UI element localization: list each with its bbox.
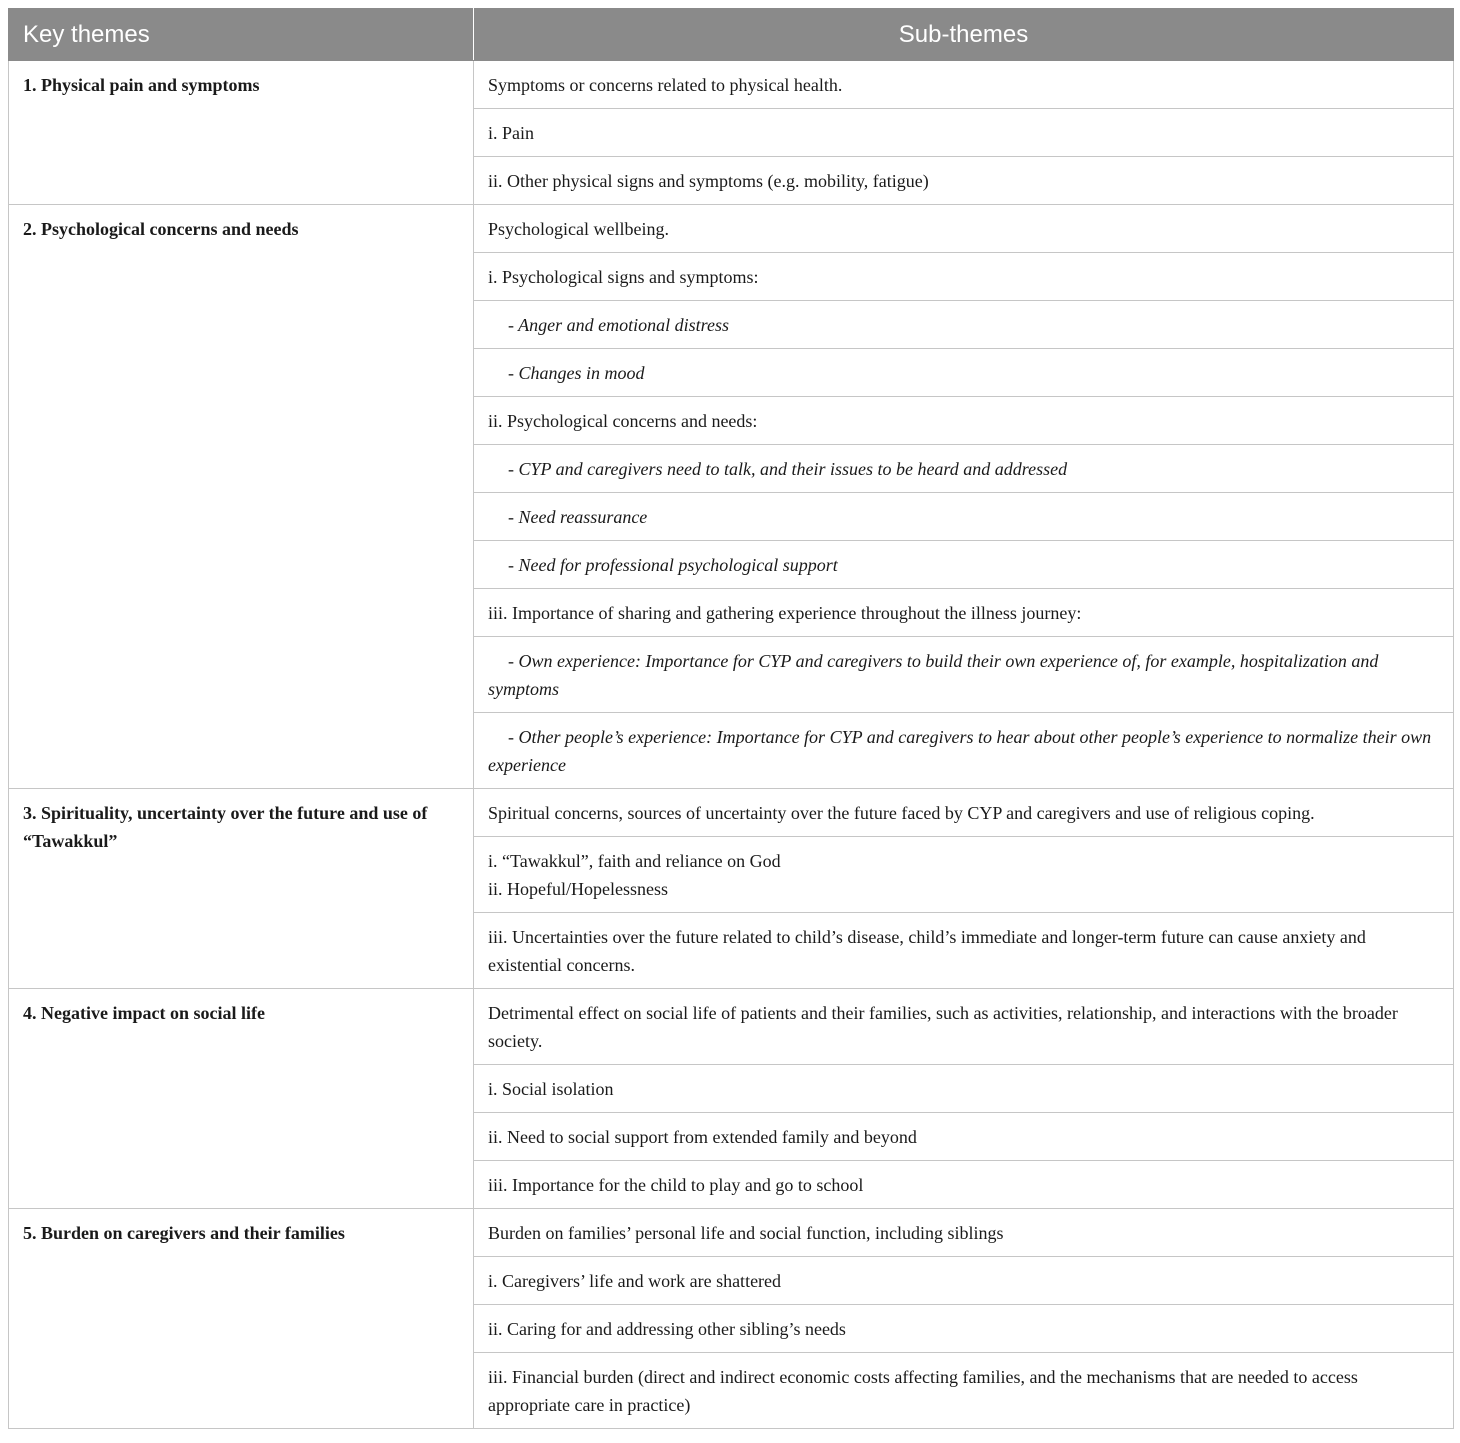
sub-theme: Psychological wellbeing. (474, 205, 1454, 253)
sub-theme: Symptoms or concerns related to physical health. (474, 61, 1454, 109)
sub-theme-detail-text: - Need reassurance (508, 506, 648, 527)
sub-theme: i. Pain (474, 109, 1454, 157)
sub-theme: ii. Other physical signs and symptoms (e.g. mobility, fatigue) (474, 157, 1454, 205)
sub-theme-line: ii. Hopeful/Hopelessness (488, 878, 668, 899)
sub-theme-detail (474, 301, 1454, 349)
table-row (9, 61, 1454, 109)
sub-theme: iii. Financial burden (direct and indirect economic costs affecting families, and the mechanisms that are needed to access appropriate care in practice) (474, 1353, 1454, 1429)
sub-theme: i. Caregivers’ life and work are shattered (474, 1257, 1454, 1305)
sub-theme-detail-text: - Own experience: Importance for CYP and caregivers to build their own experience of, for example, hospitalization and symptoms (488, 650, 1379, 699)
sub-theme-detail (474, 637, 1454, 713)
sub-theme-detail-text: - Anger and emotional distress (508, 314, 729, 335)
key-theme: 4. Negative impact on social life (9, 989, 474, 1209)
sub-theme: ii. Need to social support from extended family and beyond (474, 1113, 1454, 1161)
table-row (9, 789, 1454, 837)
sub-theme: iii. Importance of sharing and gathering experience throughout the illness journey: (474, 589, 1454, 637)
header-row (9, 9, 1454, 61)
sub-theme: Spiritual concerns, sources of uncertainty over the future faced by CYP and caregivers and use of religious coping. (474, 789, 1454, 837)
header-sub-themes: Sub-themes (474, 9, 1454, 61)
table-row (9, 1209, 1454, 1257)
sub-theme: ii. Caring for and addressing other sibling’s needs (474, 1305, 1454, 1353)
sub-theme: iii. Importance for the child to play and go to school (474, 1161, 1454, 1209)
sub-theme-detail (474, 349, 1454, 397)
sub-theme-detail (474, 493, 1454, 541)
sub-theme: i. Psychological signs and symptoms: (474, 253, 1454, 301)
themes-table (8, 8, 1454, 1429)
sub-theme (474, 837, 1454, 913)
header-key-themes: Key themes (9, 9, 474, 61)
table-row (9, 205, 1454, 253)
sub-theme-detail (474, 445, 1454, 493)
sub-theme: Detrimental effect on social life of patients and their families, such as activities, relationship, and interactions with the broader society. (474, 989, 1454, 1065)
sub-theme: iii. Uncertainties over the future related to child’s disease, child’s immediate and longer-term future can cause anxiety and existential concerns. (474, 913, 1454, 989)
sub-theme-detail-text: - CYP and caregivers need to talk, and their issues to be heard and addressed (508, 458, 1068, 479)
sub-theme: ii. Psychological concerns and needs: (474, 397, 1454, 445)
key-theme: 2. Psychological concerns and needs (9, 205, 474, 789)
sub-theme-detail-text: - Need for professional psychological support (508, 554, 838, 575)
key-theme: 3. Spirituality, uncertainty over the future and use of “Tawakkul” (9, 789, 474, 989)
sub-theme-line: i. “Tawakkul”, faith and reliance on God (488, 850, 781, 871)
sub-theme-detail (474, 713, 1454, 789)
sub-theme-detail-text: - Other people’s experience: Importance for CYP and caregivers to hear about other people’s experience to normalize their own experience (488, 726, 1432, 775)
key-theme: 1. Physical pain and symptoms (9, 61, 474, 205)
sub-theme-detail-text: - Changes in mood (508, 362, 645, 383)
sub-theme-detail (474, 541, 1454, 589)
sub-theme: Burden on families’ personal life and social function, including siblings (474, 1209, 1454, 1257)
table-row (9, 989, 1454, 1065)
sub-theme: i. Social isolation (474, 1065, 1454, 1113)
key-theme: 5. Burden on caregivers and their families (9, 1209, 474, 1429)
